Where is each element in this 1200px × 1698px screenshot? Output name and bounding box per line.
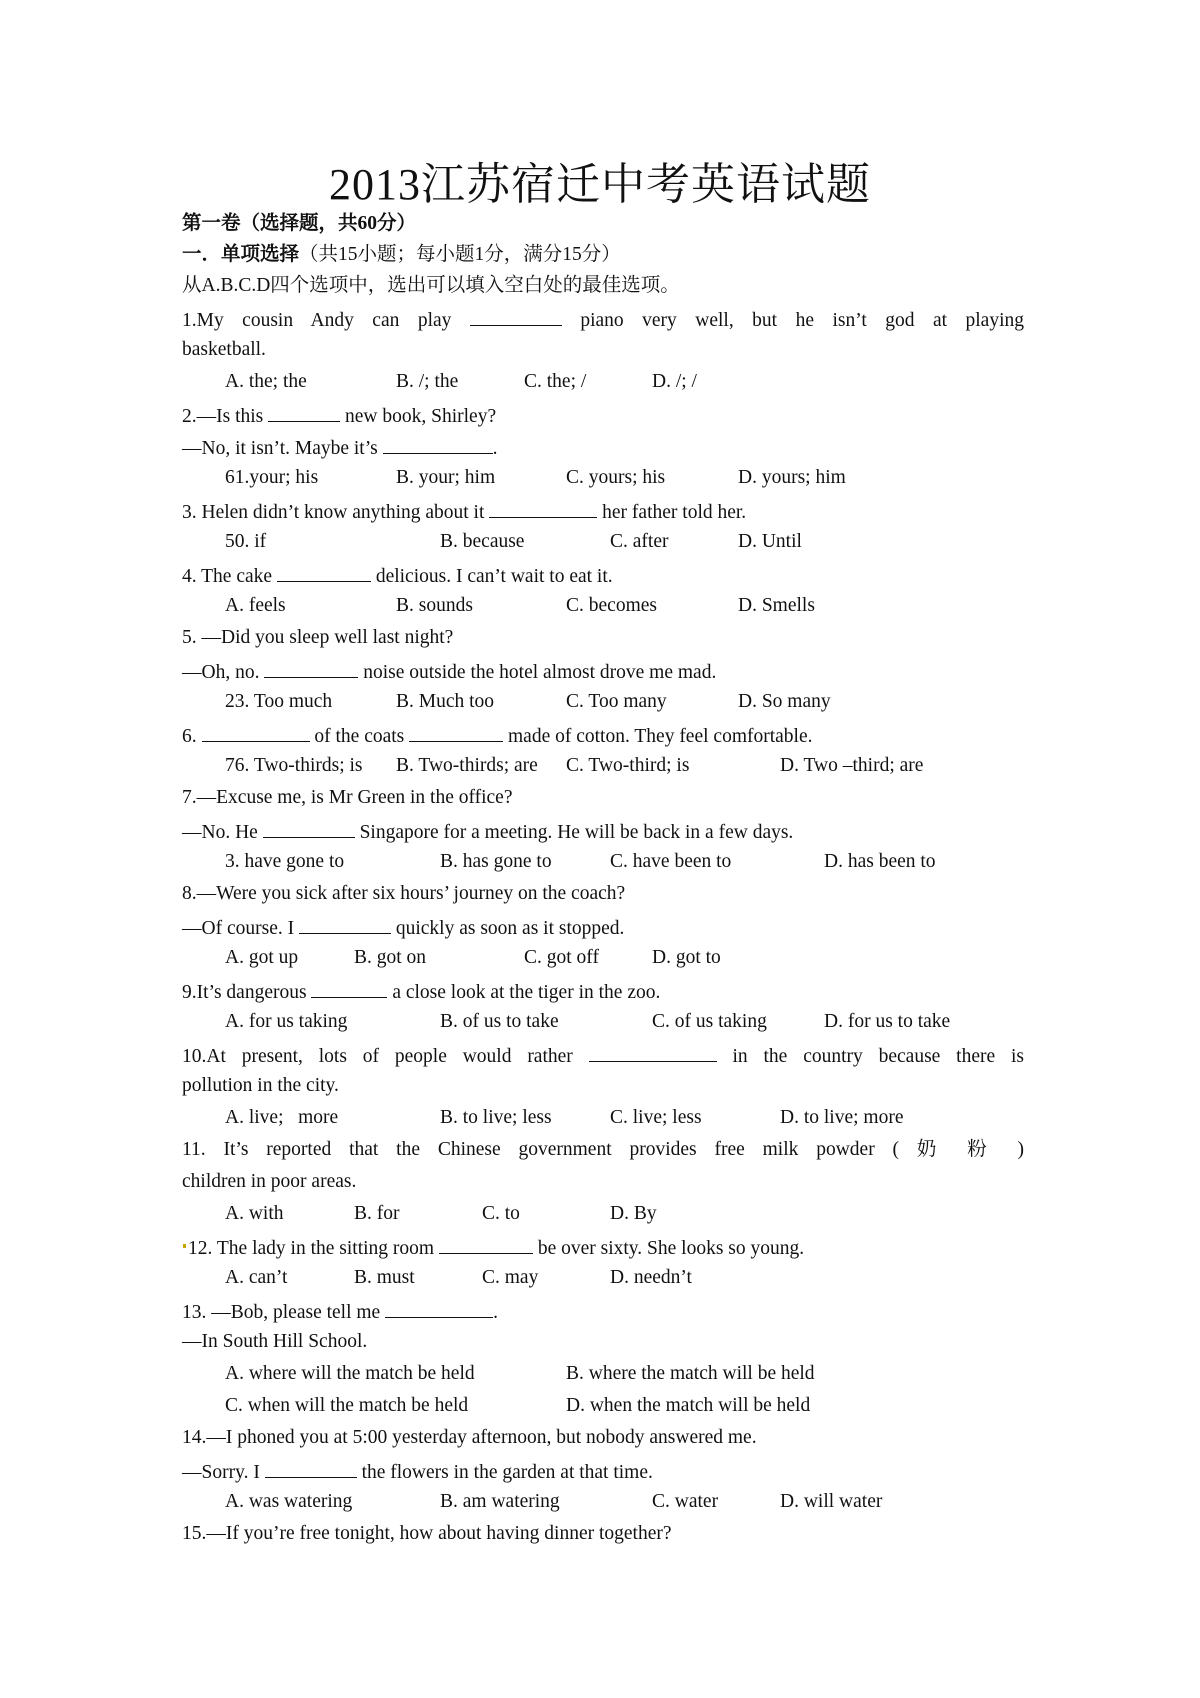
question-14-option-d: D. will water: [780, 1491, 883, 1512]
question-3-option-a: 50. if: [225, 531, 267, 552]
answer-blank: [202, 722, 310, 742]
question-4-option-d: D. Smells: [738, 595, 815, 616]
question-5-option-a: 23. Too much: [225, 691, 333, 712]
question-1-option-a: A. the; the: [225, 371, 307, 392]
question-3-option-b: B. because: [440, 531, 525, 552]
question-2-option-d: D. yours; him: [738, 467, 846, 488]
question-5-line-2: —Oh, no. noise outside the hotel almost drove me mad.: [182, 658, 716, 685]
question-13-option-b: B. where the match will be held: [566, 1363, 815, 1384]
question-1-line-1: 1.My cousin Andy can play piano very well, but he isn’t god at playing: [182, 306, 1024, 333]
answer-blank: [409, 722, 503, 742]
question-7-line-2: —No. He Singapore for a meeting. He will be back in a few days.: [182, 818, 793, 845]
question-4-option-a: A. feels: [225, 595, 286, 616]
question-7-option-b: B. has gone to: [440, 851, 552, 872]
answer-blank: [264, 658, 358, 678]
part-header-line: [182, 243, 621, 267]
answer-blank: [277, 562, 371, 582]
question-5-line-1: 5. —Did you sleep well last night?: [182, 627, 454, 648]
question-5-option-c: C. Too many: [566, 691, 667, 712]
question-7-line-1: 7.—Excuse me, is Mr Green in the office?: [182, 787, 513, 808]
question-11-option-b: B. for: [354, 1203, 400, 1224]
question-1-line-2: basketball.: [182, 339, 266, 360]
section-header: 第一卷（选择题，共60分）: [182, 213, 417, 234]
question-9-option-d: D. for us to take: [824, 1011, 951, 1032]
question-11-option-c: C. to: [482, 1203, 520, 1224]
question-13-line-1: 13. —Bob, please tell me .: [182, 1298, 498, 1325]
question-6-option-d: D. Two –third; are: [780, 755, 924, 776]
question-14-option-b: B. am watering: [440, 1491, 560, 1512]
question-12-option-b: B. must: [354, 1267, 415, 1288]
margin-mark: [183, 1244, 186, 1248]
question-14-line-2: —Sorry. I the flowers in the garden at that time.: [182, 1458, 653, 1485]
question-13-option-d: D. when the match will be held: [566, 1395, 811, 1416]
question-1-option-c: C. the; /: [524, 371, 587, 392]
question-2-option-c: C. yours; his: [566, 467, 666, 488]
question-14-line-1: 14.—I phoned you at 5:00 yesterday afternoon, but nobody answered me.: [182, 1427, 757, 1448]
part-header: 一．单项选择: [182, 244, 300, 265]
question-10-option-b: B. to live; less: [440, 1107, 552, 1128]
question-6-line-1: 6. of the coats made of cotton. They feel comfortable.: [182, 722, 813, 749]
question-7-option-d: D. has been to: [824, 851, 936, 872]
question-9-option-b: B. of us to take: [440, 1011, 559, 1032]
answer-blank: [439, 1234, 533, 1254]
question-10-option-d: D. to live; more: [780, 1107, 904, 1128]
question-8-option-c: C. got off: [524, 947, 599, 968]
question-13-option-c: C. when will the match be held: [225, 1395, 469, 1416]
instruction: 从A.B.C.D四个选项中，选出可以填入空白处的最佳选项。: [182, 275, 680, 296]
page-title: 2013江苏宿迁中考英语试题: [329, 160, 871, 209]
question-7-option-c: C. have been to: [610, 851, 732, 872]
question-12-option-c: C. may: [482, 1267, 539, 1288]
question-6-option-c: C. Two-third; is: [566, 755, 690, 776]
question-12-option-a: A. can’t: [225, 1267, 288, 1288]
question-9-option-a: A. for us taking: [225, 1011, 348, 1032]
question-5-option-d: D. So many: [738, 691, 831, 712]
question-5-option-b: B. Much too: [396, 691, 495, 712]
question-10-line-1: 10.At present, lots of people would rather in the country because there is: [182, 1042, 1024, 1069]
answer-blank: [385, 1298, 493, 1318]
answer-blank: [265, 1458, 357, 1478]
question-9-option-c: C. of us taking: [652, 1011, 767, 1032]
question-11-line-2: children in poor areas.: [182, 1171, 357, 1192]
question-11-line-1: 11. It’s reported that the Chinese government provides free milk powder ( 奶 粉 ): [182, 1139, 1024, 1160]
question-14-option-a: A. was watering: [225, 1491, 353, 1512]
question-8-line-2: —Of course. I quickly as soon as it stopped.: [182, 914, 624, 941]
question-3-option-d: D. Until: [738, 531, 802, 552]
question-2-line-2: —No, it isn’t. Maybe it’s .: [182, 434, 497, 461]
question-14-option-c: C. water: [652, 1491, 719, 1512]
question-6-option-a: 76. Two-thirds; is: [225, 755, 363, 776]
question-1-option-d: D. /; /: [652, 371, 697, 392]
question-3-line-1: 3. Helen didn’t know anything about it her father told her.: [182, 498, 746, 525]
question-15-line-1: 15.—If you’re free tonight, how about having dinner together?: [182, 1523, 672, 1544]
answer-blank: [263, 818, 355, 838]
answer-blank: [470, 306, 562, 326]
question-11-option-a: A. with: [225, 1203, 284, 1224]
question-8-option-d: D. got to: [652, 947, 721, 968]
question-4-line-1: 4. The cake delicious. I can’t wait to eat it.: [182, 562, 613, 589]
question-12-line-1: 12. The lady in the sitting room be over sixty. She looks so young.: [188, 1234, 804, 1261]
question-10-option-a: A. live; more: [225, 1107, 339, 1128]
answer-blank: [299, 914, 391, 934]
question-4-option-c: C. becomes: [566, 595, 657, 616]
answer-blank: [489, 498, 597, 518]
question-2-option-a: 61.your; his: [225, 467, 319, 488]
answer-blank: [589, 1042, 717, 1062]
answer-blank: [311, 978, 387, 998]
question-13-option-a: A. where will the match be held: [225, 1363, 475, 1384]
question-6-option-b: B. Two-thirds; are: [396, 755, 538, 776]
question-1-option-b: B. /; the: [396, 371, 459, 392]
question-13-line-2: —In South Hill School.: [182, 1331, 368, 1352]
question-2-line-1: 2.—Is this new book, Shirley?: [182, 402, 496, 429]
question-10-option-c: C. live; less: [610, 1107, 702, 1128]
question-8-option-b: B. got on: [354, 947, 427, 968]
question-7-option-a: 3. have gone to: [225, 851, 345, 872]
part-note: （共15小题；每小题1分，满分15分）: [299, 244, 621, 265]
answer-blank: [383, 434, 493, 454]
answer-blank: [268, 402, 340, 422]
question-3-option-c: C. after: [610, 531, 669, 552]
question-9-line-1: 9.It’s dangerous a close look at the tiger in the zoo.: [182, 978, 660, 1005]
question-11-option-d: D. By: [610, 1203, 657, 1224]
question-4-option-b: B. sounds: [396, 595, 473, 616]
question-2-option-b: B. your; him: [396, 467, 496, 488]
question-10-line-2: pollution in the city.: [182, 1075, 339, 1096]
question-8-line-1: 8.—Were you sick after six hours’ journey on the coach?: [182, 883, 626, 904]
question-12-option-d: D. needn’t: [610, 1267, 692, 1288]
question-8-option-a: A. got up: [225, 947, 299, 968]
